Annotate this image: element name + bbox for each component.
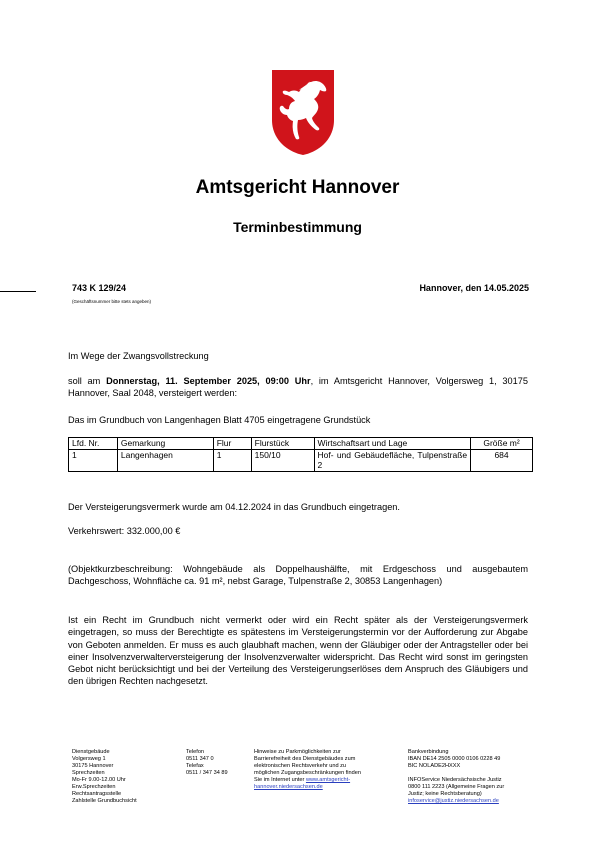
footer-line: Bankverbindung [408,749,449,755]
footer-line: Dienstgebäude [72,749,110,755]
court-name: Amtsgericht Hannover [195,177,400,198]
table-header-cell: Lfd. Nr. [69,438,118,450]
object-description: (Objektkurzbeschreibung: Wohngebäude als Doppelhaushälfte, mit Erdgeschoss und ausgebautem Dachgeschoss, Wohnfläche ca. 91 m², nebst Garage, Tulpenstraße 2, 30853 Langenhagen) [68,564,528,587]
infoservice-email-link[interactable]: infoservice@justiz.niedersachsen.de [408,798,499,804]
table-cell: 150/10 [251,449,314,471]
property-table [68,437,533,472]
footer-line: 0511 / 347 34 89 [186,770,228,776]
footer-notices [254,749,361,791]
table-cell: 1 [213,449,251,471]
file-number: 743 K 129/24 [72,283,127,293]
footer-line: Rechtsantragsstelle [72,791,122,797]
rights-notice: Ist ein Recht im Grundbuch nicht vermerkt oder wird ein Recht später als der Versteigerungsvermerk eingetragen, so muss der Berechtigte es spätestens im Versteigerungstermin vor der Aufforderung zur Abgabe von Geboten anmelden. Er muss es auch glaubhaft machen, wenn der Gläubiger oder der Antragsteller oder bei einer Insolvenzverwalterversteigerung der Insolvenzverwalter widerspricht. Das Recht wird sonst im geringsten Gebot nicht berücksichtigt und bei der Verteilung des Versteigerungserlöses dem Anspruch des Gläubigers und den übrigen Rechten nachgesetzt. [68,615,528,687]
footer-line: Telefon [186,749,205,755]
footer-line [408,770,504,777]
footer-line: 0511 347 0 [186,756,214,762]
table-cell: 1 [69,449,118,471]
footer-line [408,798,504,805]
table-cell: 684 [471,449,533,471]
footer-line: Telefax [186,763,204,769]
lower-saxony-horse-crest-icon [270,68,336,156]
footer-line: Erw.Sprechzeiten [72,784,116,790]
footer-line [254,777,361,784]
file-number-note: (Geschäftsnummer bitte stets angeben) [72,299,152,304]
document-title: Terminbestimmung [233,219,362,235]
table-header-cell: Größe m² [471,438,533,450]
auction-prefix: soll am [68,376,107,386]
table-row [69,449,533,471]
footer-line: Mo-Fr 9.00-12.00 Uhr [72,777,126,783]
footer-address [72,749,137,805]
table-header-row [69,438,533,450]
table-cell: Langenhagen [117,449,213,471]
footer-line: möglichen Zugangsbeschränkungen finden [254,770,361,776]
footer-line: Hinweise zu Parkmöglichkeiten zur [254,749,341,755]
footer-line: INFOService Niedersächsische Justiz [408,777,502,783]
intro-text: Im Wege der Zwangsvollstreckung [68,351,209,361]
table-header-cell: Flur [213,438,251,450]
property-intro: Das im Grundbuch von Langenhagen Blatt 4705 eingetragene Grundstück [68,415,371,425]
footer-line: 0800 111 2223 (Allgemeine Fragen zur [408,784,505,790]
footer-line: elektronischen Rechtsverkehr und zu [254,763,347,769]
footer-line: Volgersweg 1 [72,756,106,762]
footer-line: BIC NOLADE2HXXX [408,763,461,769]
court-website-link-cont[interactable]: hannover.niedersachsen.de [254,784,323,790]
fold-mark [0,291,36,292]
auction-paragraph [68,375,528,400]
table-header-cell: Wirtschaftsart und Lage [314,438,471,450]
footer-line: 30175 Hannover [72,763,114,769]
footer-line [254,784,361,791]
auction-date: Donnerstag, 11. September 2025, 09:00 Uhr [106,376,311,386]
footer-line: Zahlstelle Grundbuchsicht [72,798,137,804]
footer-line: Sprechzeiten [72,770,105,776]
table-cell: Hof- und Gebäudefläche, Tulpenstraße 2 [314,449,471,471]
court-website-link[interactable]: www.amtsgericht- [305,777,351,783]
footer-bank [408,749,504,805]
market-value: Verkehrswert: 332.000,00 € [68,526,181,536]
footer-phone [186,749,228,777]
footer-line: Justiz; keine Rechtsberatung) [408,791,482,797]
footer-text: Sie im Internet unter [254,777,305,783]
vermerk-text: Der Versteigerungsvermerk wurde am 04.12.2024 in das Grundbuch eingetragen. [68,502,400,512]
auction-suffix: , im Amtsgericht Hannover, Volgersweg 1, 30175 Hannover, Saal 2048, versteigert werden: [68,376,528,399]
footer-line: Barrierefreiheit des Dienstgebäudes zum [254,756,356,762]
table-header-cell: Flurstück [251,438,314,450]
place-date: Hannover, den 14.05.2025 [419,283,529,293]
table-header-cell: Gemarkung [117,438,213,450]
footer-line: IBAN DE14 2505 0000 0106 0228 49 [408,756,501,762]
